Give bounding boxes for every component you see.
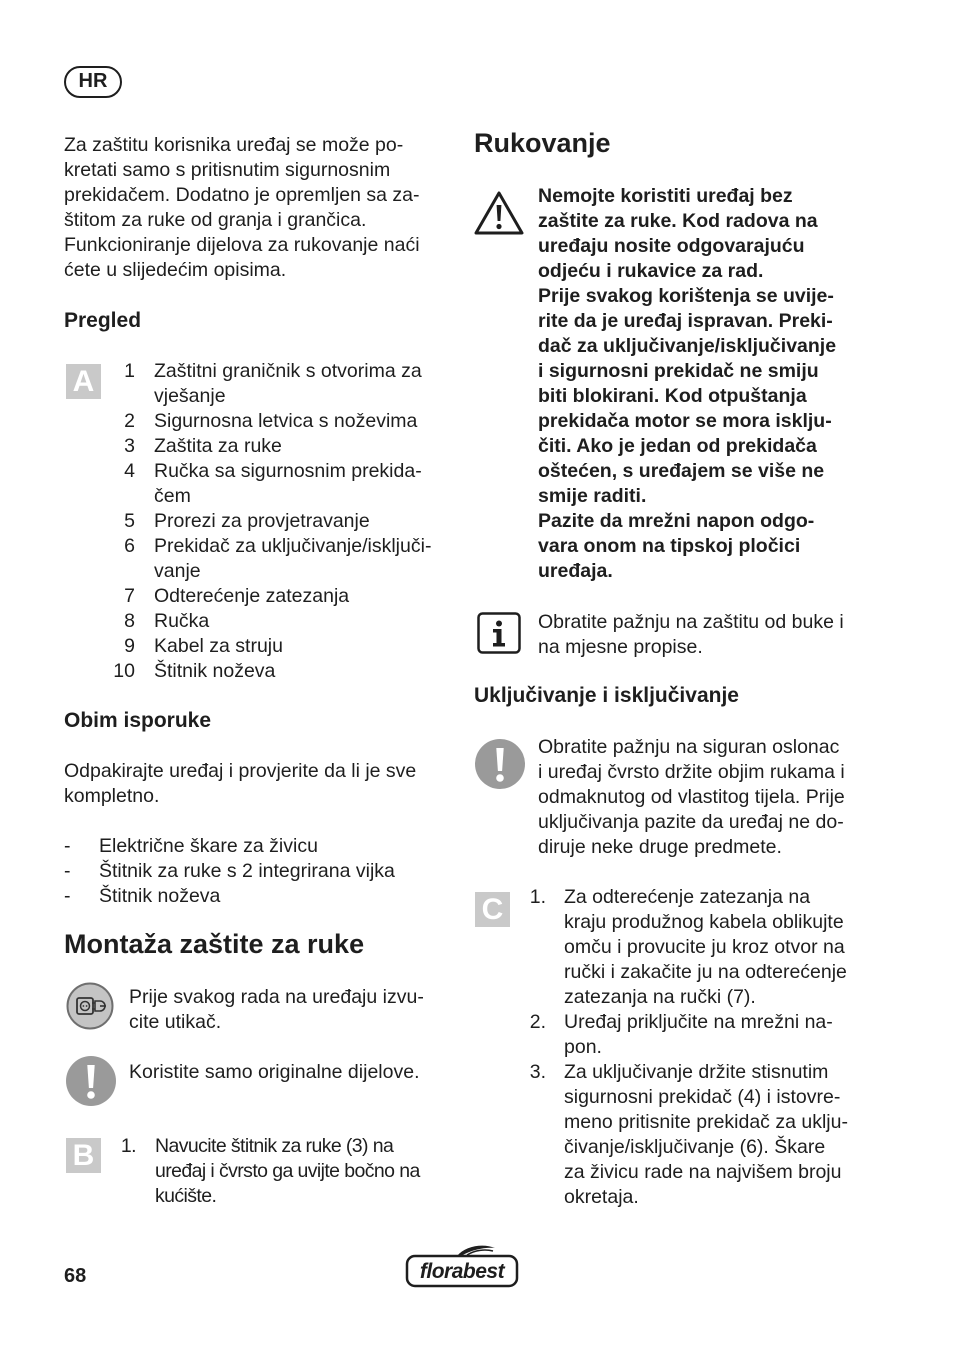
- item-number: 10: [113, 660, 135, 682]
- list-item: [100, 584, 460, 609]
- list-item: [100, 634, 460, 659]
- item-number: 3.: [529, 1061, 546, 1083]
- list-item: [100, 659, 460, 684]
- item-text: Kabel za struju: [154, 635, 283, 657]
- brand-logo: [405, 1244, 519, 1290]
- list-item: - Električne škare za živicu: [64, 834, 449, 859]
- item-number: 9: [124, 635, 135, 657]
- scope-heading: Obim isporuke: [64, 709, 212, 732]
- figure-a-badge: A: [66, 364, 101, 399]
- item-number: 5: [124, 510, 135, 532]
- figure-b-badge: B: [66, 1138, 101, 1173]
- unplug-icon: [66, 982, 114, 1030]
- list-item: [100, 609, 460, 634]
- parts-list: [100, 359, 460, 684]
- switch-steps-list: [520, 885, 860, 1210]
- list-item: [100, 459, 460, 509]
- item-text: Štitnik noževa: [154, 660, 276, 682]
- caution-text: Obratite pažnju na siguran oslonac i uređaj čvrsto držite objim rukama i odmaknutog od vlastitog tijela. Prije uključivanja pazite da uređaj ne do- diruje neke druge predmete.: [538, 736, 845, 858]
- item-text: Uređaj priključite na mrežni na- pon.: [564, 1011, 833, 1058]
- list-item: [520, 1060, 860, 1210]
- warning-text: Nemojte koristiti uređaj bez zaštite za ruke. Kod radova na uređaju nosite odgovarajuću odjeću i rukavice za rad. Prije svakog korištenja se uvije- rite da je uređaj ispravan. Preki- dač za uključivanje/isključivanje i sigurnosni prekidač ne smiju biti blokirani. Kod otpuštanja prekidača motor se mora isklju- čiti. Ako je jedan od prekidača oštećen, s uređajem se više ne smije raditi. Pazite da mrežni napon odgo- vara onom na tipskoj pločici uređaja.: [538, 185, 837, 582]
- list-item: [520, 885, 860, 1010]
- item-number: 2.: [529, 1011, 546, 1033]
- overview-heading: Pregled: [64, 309, 142, 332]
- list-item: [100, 409, 460, 434]
- item-number: 4: [124, 460, 135, 482]
- item-number: 2: [124, 410, 135, 432]
- exclamation-icon: [66, 1056, 116, 1106]
- list-item: [100, 509, 460, 534]
- list-item: [520, 1010, 860, 1060]
- item-text: Prekidač za uključivanje/isključi- vanje: [154, 535, 432, 582]
- item-text: Zaštita za ruke: [154, 435, 282, 457]
- item-number: 1.: [529, 886, 546, 908]
- item-text: Ručka: [154, 610, 210, 632]
- item-text: Za odterećenje zatezanja na kraju produžnog kabela oblikujte omču i provucite ju kroz otvor na ručki i zakačite ju na odterećenje zatezanja na ručki (7).: [564, 886, 847, 1008]
- info-icon: [477, 612, 521, 654]
- switch-heading: Uključivanje i isključivanje: [474, 684, 739, 707]
- list-item: [100, 434, 460, 459]
- language-badge: HR: [64, 66, 122, 98]
- figure-c-badge: C: [475, 892, 510, 927]
- item-number: 1.: [120, 1135, 136, 1157]
- item-number: 3: [124, 435, 135, 457]
- item-number: 1: [124, 360, 135, 382]
- item-text: Prorezi za provjetravanje: [154, 510, 370, 532]
- item-number: 7: [124, 585, 135, 607]
- item-number: 6: [124, 535, 135, 557]
- unplug-note: Prije svakog rada na uređaju izvu- cite utikač.: [129, 986, 424, 1033]
- original-parts-note: Koristite samo originalne dijelove.: [129, 1061, 420, 1083]
- item-text: Zaštitni graničnik s otvorima za vješanje: [154, 360, 422, 407]
- scope-text: Odpakirajte uređaj i provjerite da li je sve kompletno.: [64, 760, 417, 807]
- info-text: Obratite pažnju na zaštitu od buke i na mjesne propise.: [538, 611, 844, 658]
- item-number: 8: [124, 610, 135, 632]
- item-text: Navucite štitnik za ruke (3) na uređaj i čvrsto ga uvijte bočno na kućište.: [155, 1135, 420, 1207]
- item-text: Za uključivanje držite stisnutim sigurnosni prekidač (4) i istovre- meno pritisnite prekidač za uklju- čivanje/isključivanje (6). Škare za živicu rade na najvišem broju okretaja.: [564, 1061, 848, 1208]
- intro-text: Za zaštitu korisnika uređaj se može po- kretati samo s pritisnutim sigurnosnim prekidačem. Dodatno je opremljen sa za- štitom za ruke od granja i grančica. Funkcioniranje dijelova za rukovanje naći ćete u slijedećim opisima.: [64, 134, 420, 281]
- item-text: Odterećenje zatezanja: [154, 585, 350, 607]
- list-item: - Štitnik noževa: [64, 884, 449, 909]
- exclamation-icon: [475, 739, 525, 789]
- page-number: 68: [64, 1265, 87, 1287]
- list-item: [100, 534, 460, 584]
- mount-heading: Montaža zaštite za ruke: [64, 929, 365, 959]
- scope-list: [64, 834, 449, 909]
- item-text: Sigurnosna letvica s noževima: [154, 410, 418, 432]
- mount-steps-list: [118, 1134, 448, 1209]
- brand-logo-text: florabest: [419, 1260, 505, 1283]
- list-item: [118, 1134, 448, 1209]
- handling-heading: Rukovanje: [474, 128, 611, 158]
- list-item: - Štitnik za ruke s 2 integrirana vijka: [64, 859, 449, 884]
- item-text: Ručka sa sigurnosnim prekida- čem: [154, 460, 422, 507]
- list-item: [100, 359, 460, 409]
- warning-triangle-icon: [474, 191, 524, 235]
